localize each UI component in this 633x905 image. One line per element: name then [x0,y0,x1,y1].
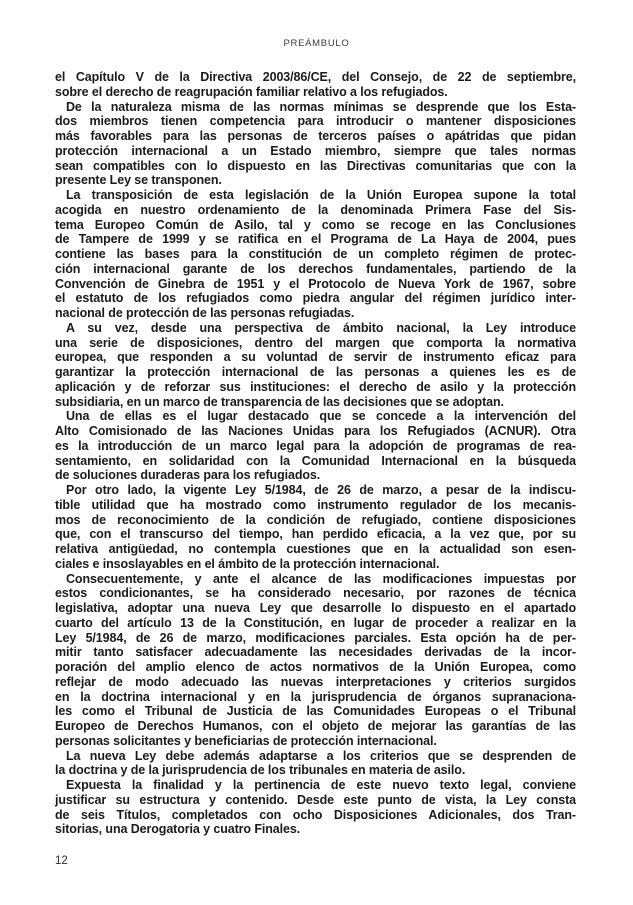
text-line: cuarto del artículo 13 de la Constitución, en lugar de proceder a realizar en la [55,615,576,630]
text-line: ción internacional garante de los derechos fundamentales, partiendo de la [55,261,576,276]
text-line: sentamiento, en solidaridad con la Comunidad Internacional en la búsqueda [55,453,576,468]
text-line: una serie de disposiciones, dentro del margen que comporta la normativa [55,335,576,350]
text-line: de Tampere de 1999 y se ratifica en el Programa de La Haya de 2004, pues [55,232,576,247]
text-line: nacional de protección de las personas refugiadas. [55,306,355,320]
text-line: Convención de Ginebra de 1951 y el Protocolo de Nueva York de 1967, sobre [55,276,576,291]
paragraph [55,749,576,779]
text-line: la doctrina y de la jurisprudencia de los tribunales en materia de asilo. [55,763,466,778]
text-line: Ley 5/1984, de 26 de marzo, modificaciones parciales. Esta opción ha de per- [55,630,576,645]
text-line: acogida en nuestro ordenamiento de la denominada Primera Fase del Sis- [55,202,576,217]
text-line: aplicación y de reforzar sus instituciones: el derecho de asilo y la protección [55,379,576,394]
text-line: es la introducción de un marco legal para la adopción de programas de rea- [55,438,576,453]
text-line: más favorables para las personas de terceros países o apátridas que pidan [55,129,576,143]
text-line: les como el Tribunal de Justicia de las Comunidades Europeas o el Tribunal [55,704,576,719]
paragraph [55,100,576,189]
paragraph [55,778,576,837]
text-line: La nueva Ley debe además adaptarse a los criterios que se desprenden de [66,748,576,763]
paragraph [55,321,576,410]
text-line: legislativa, adoptar una nueva Ley que desarrolle lo dispuesto en el apartado [55,601,576,615]
text-line: Consecuentemente, y ante el alcance de las modificaciones impuestas por [66,571,576,586]
text-line: el estatuto de los refugiados como piedra angular del régimen jurídico inter- [55,291,576,306]
text-line: estos condicionantes, se ha considerado necesario, por razones de técnica [55,586,576,601]
running-header: PREÁMBULO [283,38,350,49]
text-line: reflejar de modo adecuado las nuevas interpretaciones y criterios surgidos [55,674,576,689]
paragraph [55,483,576,572]
paragraph [55,188,576,321]
text-line: Alto Comisionado de las Naciones Unidas para los Refugiados (ACNUR). Otra [55,424,576,438]
text-line: sitorias, una Derogatoria y cuatro Finales. [55,822,301,837]
text-line: protección internacional a un Estado miembro, siempre que tales normas [55,143,576,158]
paragraph [55,70,576,100]
text-line: relativa antigüedad, no contempla cuestiones que en la actualidad son esen- [55,542,576,556]
text-line: de seis Títulos, completados con ocho Disposiciones Adicionales, dos Tran- [55,807,576,822]
text-line: dos miembros tienen competencia para introducir o mantener disposiciones [55,114,576,129]
text-line: garantizar la protección internacional de las personas a quienes les es de [55,365,576,379]
text-line: Europeo de Derechos Humanos, con el objeto de mejorar las garantías de las [55,719,576,733]
text-line: contiene las bases para la constitución de un completo régimen de protec- [55,247,576,261]
text-line: A su vez, desde una perspectiva de ámbito nacional, la Ley introduce [66,320,576,335]
text-line: el Capítulo V de la Directiva 2003/86/CE, del Consejo, de 22 de septiembre, [55,70,576,84]
paragraph [55,572,576,749]
text-line: De la naturaleza misma de las normas mínimas se desprende que los Esta- [66,99,576,114]
text-line: Expuesta la finalidad y la pertinencia de este nuevo texto legal, conviene [66,778,576,792]
text-line: sobre el derecho de reagrupación familiar relativo a los refugiados. [55,84,448,99]
text-line: tible utilidad que ha mostrado como instrumento regulador de los mecanis- [55,497,576,512]
text-line: La transposición de esta legislación de la Unión Europea supone la total [66,188,576,202]
text-line: presente Ley se transponen. [55,173,222,188]
page-number: 12 [55,855,68,867]
text-line: justificar su estructura y contenido. Desde este punto de vista, la Ley consta [55,792,576,807]
text-line: Por otro lado, la vigente Ley 5/1984, de 26 de marzo, a pesar de la indiscu- [66,483,576,497]
text-line: subsidiaria, en un marco de transparencia de las decisiones que se adoptan. [55,394,504,409]
body-text [55,70,576,837]
text-line: poración del amplio elenco de actos normativos de la Unión Europea, como [55,660,576,674]
text-line: sean compatibles con lo dispuesto en las Directivas comunitarias que con la [55,158,576,173]
text-line: europea, que responden a su voluntad de servir de instrumento eficaz para [55,350,576,365]
text-line: tema Europeo Común de Asilo, tal y como se recoge en las Conclusiones [55,217,576,232]
text-line: mitir tanto satisfacer adecuadamente las necesidades derivadas de la incor- [55,645,576,660]
text-line: personas solicitantes y beneficiarias de protección internacional. [55,733,437,748]
text-line: en la doctrina internacional y en la jurisprudencia de órganos supranaciona- [55,689,576,704]
text-line: mos de reconocimiento de la condición de refugiado, contiene disposiciones [55,512,576,527]
text-line: ciales e insoslayables en el ámbito de la protección internacional. [55,556,440,571]
text-line: de soluciones duraderas para los refugiados. [55,468,321,483]
text-line: que, con el transcurso del tiempo, han perdido eficacia, a la vez que, por su [55,527,576,542]
paragraph [55,409,576,483]
text-line: Una de ellas es el lugar destacado que se concede a la intervención del [66,409,576,424]
